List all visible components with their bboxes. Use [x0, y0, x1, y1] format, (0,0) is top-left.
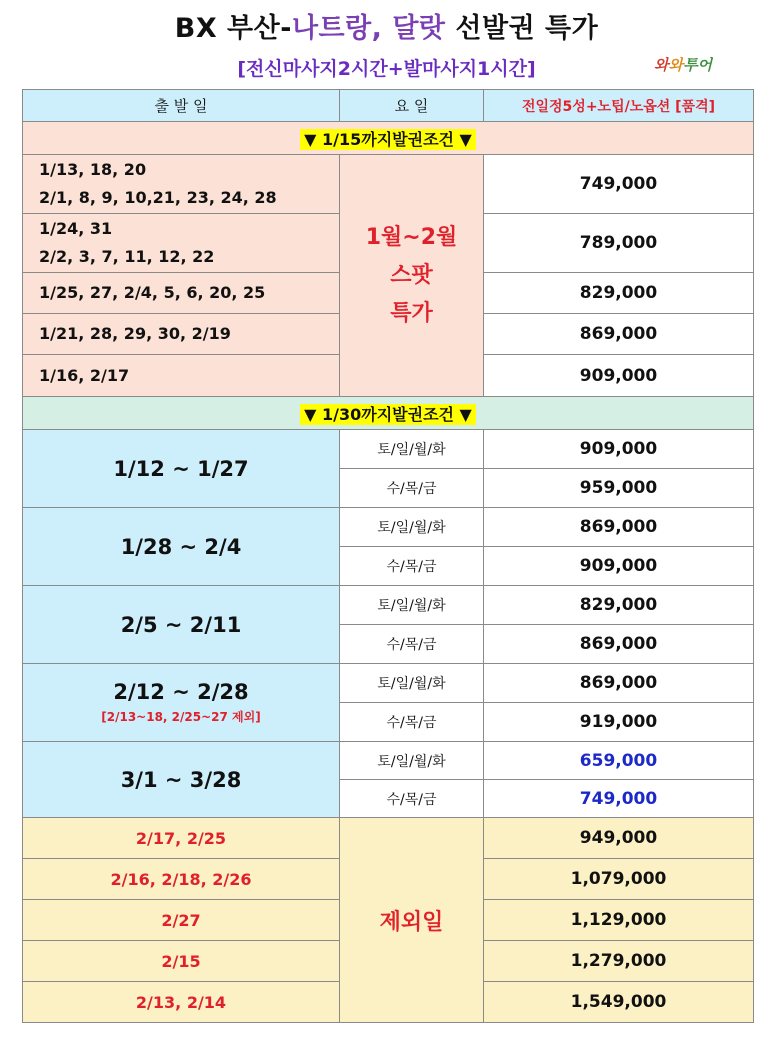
section2-banner-cell [23, 397, 754, 430]
price-cell: 789,000 [484, 214, 754, 273]
date-range: 1/28 ~ 2/4 [23, 508, 340, 586]
date-line: 1/24, 31 [39, 219, 113, 238]
spot-label-line: 특가 [390, 300, 433, 326]
weekday-cell: 토/일/월/화 [340, 508, 484, 547]
price-cell: 659,000 [484, 742, 754, 780]
table-row [23, 818, 754, 859]
date-line: 1/13, 18, 20 [39, 160, 147, 179]
price-cell: 749,000 [484, 155, 754, 214]
weekday-cell: 토/일/월/화 [340, 742, 484, 780]
spot-special-label [340, 155, 484, 397]
price-cell: 1,279,000 [484, 941, 754, 982]
weekday-cell: 수/목/금 [340, 780, 484, 818]
price-cell: 749,000 [484, 780, 754, 818]
excluded-dates: 2/16, 2/18, 2/26 [23, 859, 340, 900]
title-prefix: BX 부산- [174, 13, 292, 44]
title-suffix: 선발권 특가 [445, 13, 599, 44]
col-header-price: 전일정5성+노팁/노옵션 [품격] [484, 90, 754, 122]
departure-dates: 1/21, 28, 29, 30, 2/19 [23, 314, 340, 355]
departure-dates: 1/25, 27, 2/4, 5, 6, 20, 25 [23, 273, 340, 314]
weekday-cell: 수/목/금 [340, 547, 484, 586]
date-line: 2/1, 8, 9, 10,21, 23, 24, 28 [39, 188, 277, 207]
date-range: 2/12 ~ 2/28 [113, 680, 249, 704]
excluded-dates: 2/15 [23, 941, 340, 982]
date-line: 2/2, 3, 7, 11, 12, 22 [39, 247, 215, 266]
price-cell: 869,000 [484, 625, 754, 664]
price-cell: 1,549,000 [484, 982, 754, 1023]
page-title [0, 6, 773, 45]
excluded-label: 제외일 [379, 909, 444, 935]
section1-banner-row [23, 122, 754, 155]
price-cell: 869,000 [484, 508, 754, 547]
section1-banner-cell [23, 122, 754, 155]
title-highlight: 나트랑, 달랏 [291, 13, 446, 44]
section1-banner: ▼ 1/15까지발권조건 ▼ [300, 129, 476, 150]
table-row [23, 586, 754, 625]
weekday-cell: 수/목/금 [340, 625, 484, 664]
weekday-cell: 토/일/월/화 [340, 664, 484, 703]
price-cell: 869,000 [484, 314, 754, 355]
price-cell: 829,000 [484, 586, 754, 625]
table-row [23, 742, 754, 780]
spot-label-line: 스팟 [390, 262, 433, 288]
price-cell: 869,000 [484, 664, 754, 703]
excluded-dates: 2/17, 2/25 [23, 818, 340, 859]
table-row [23, 664, 754, 703]
price-cell: 1,129,000 [484, 900, 754, 941]
price-cell: 949,000 [484, 818, 754, 859]
date-range: 3/1 ~ 3/28 [23, 742, 340, 818]
table-row [23, 508, 754, 547]
excluded-dates: 2/27 [23, 900, 340, 941]
section2-banner: ▼ 1/30까지발권조건 ▼ [300, 404, 476, 425]
table-header-row [23, 90, 754, 122]
date-range: 2/5 ~ 2/11 [23, 586, 340, 664]
price-table [22, 89, 754, 1023]
table-row [23, 430, 754, 469]
excluded-label-cell [340, 818, 484, 1023]
price-cell: 919,000 [484, 703, 754, 742]
departure-dates [23, 155, 340, 214]
price-cell: 909,000 [484, 547, 754, 586]
weekday-cell: 수/목/금 [340, 469, 484, 508]
departure-dates [23, 214, 340, 273]
logo-part-2: 와 [668, 56, 683, 74]
col-header-weekday: 요 일 [340, 90, 484, 122]
logo-part-1: 와 [654, 56, 669, 74]
weekday-cell: 수/목/금 [340, 703, 484, 742]
spot-label-line: 1월~2월 [365, 224, 458, 250]
section2-banner-row [23, 397, 754, 430]
date-range-cell [23, 664, 340, 742]
departure-dates: 1/16, 2/17 [23, 355, 340, 397]
brand-logo [654, 54, 712, 75]
col-header-departure: 출 발 일 [23, 90, 340, 122]
price-cell: 909,000 [484, 355, 754, 397]
price-cell: 1,079,000 [484, 859, 754, 900]
exclusion-note: [2/13~18, 2/25~27 제외] [101, 710, 261, 724]
date-range: 1/12 ~ 1/27 [23, 430, 340, 508]
logo-part-3: 투어 [683, 56, 712, 74]
price-cell: 959,000 [484, 469, 754, 508]
table-row [23, 155, 754, 214]
excluded-dates: 2/13, 2/14 [23, 982, 340, 1023]
price-cell: 829,000 [484, 273, 754, 314]
price-cell: 909,000 [484, 430, 754, 469]
weekday-cell: 토/일/월/화 [340, 430, 484, 469]
weekday-cell: 토/일/월/화 [340, 586, 484, 625]
subtitle: [전신마사지2시간+발마사지1시간] [237, 58, 536, 80]
